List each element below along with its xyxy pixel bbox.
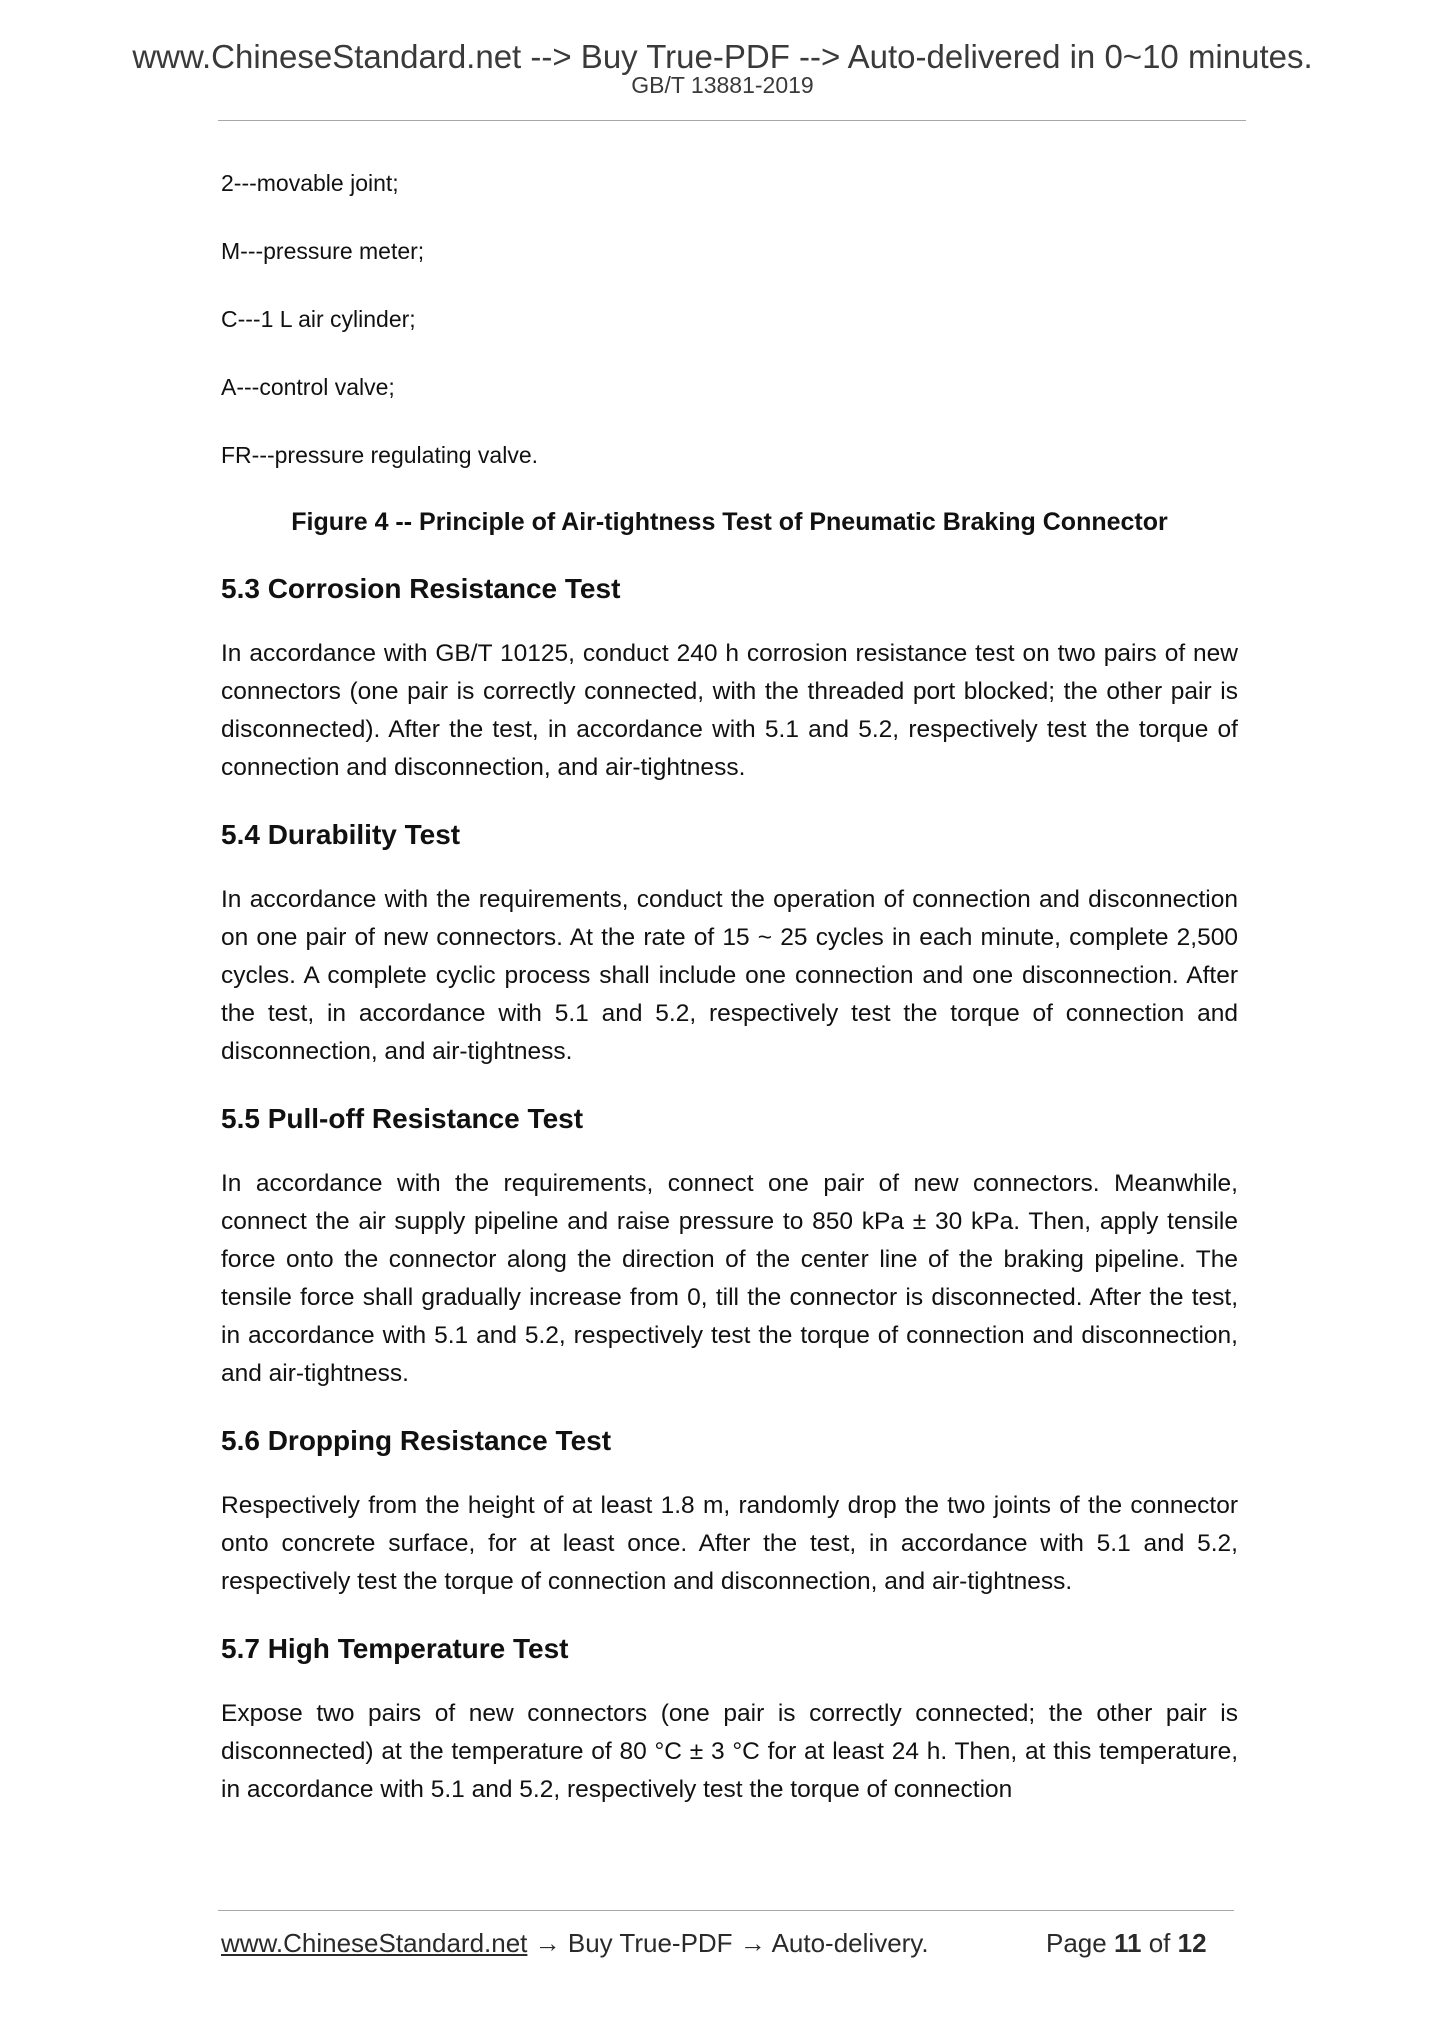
legend-item: C---1 L air cylinder; xyxy=(221,306,416,332)
section-title-5-4: 5.4 Durability Test xyxy=(221,819,461,850)
section-title-5-7: 5.7 High Temperature Test xyxy=(221,1633,569,1664)
section-body-5-4: In accordance with the requirements, conduct the operation of connection and disconnection on one pair of new connectors. At the rate of 15 ~ 25 cycles in each minute, complete 2,500 cycles. A complete cyclic process shall include one connection and one disconnection. After the test, in accordance with 5.1 and 5.2, respectively test the torque of connection and disconnection, and air-tightness. xyxy=(221,886,1238,1065)
legend-item: M---pressure meter; xyxy=(221,238,425,264)
section-title-5-5: 5.5 Pull-off Resistance Test xyxy=(221,1103,584,1134)
header-divider xyxy=(218,120,1246,121)
header-banner: www.ChineseStandard.net --> Buy True-PDF --> Auto-delivered in 0~10 minutes. xyxy=(132,38,1313,75)
footer-text xyxy=(221,1930,929,1956)
of-word: of xyxy=(1148,1928,1171,1958)
footer-divider xyxy=(218,1910,1234,1911)
section-body-5-7: Expose two pairs of new connectors (one pair is correctly connected; the other pair is disconnected) at the temperature of 80 °C ± 3 °C for at least 24 h. Then, at this temperature, in accordance with 5.1 and 5.2, respectively test the torque of connection xyxy=(221,1700,1238,1803)
legend-item: A---control valve; xyxy=(221,374,395,400)
section-body-5-3: In accordance with GB/T 10125, conduct 240 h corrosion resistance test on two pairs of new connectors (one pair is correctly connected, with the threaded port blocked; the other pair is disconnected). After the test, in accordance with 5.1 and 5.2, respectively test the torque of connection and disconnection, and air-tightness. xyxy=(221,640,1238,781)
page-content xyxy=(221,168,1238,1839)
page-number xyxy=(1046,1930,1207,1956)
page-current: 11 xyxy=(1113,1928,1142,1958)
page-total: 12 xyxy=(1177,1928,1207,1958)
section-title-5-3: 5.3 Corrosion Resistance Test xyxy=(221,573,621,604)
section-body-5-5: In accordance with the requirements, connect one pair of new connectors. Meanwhile, connect the air supply pipeline and raise pressure to 850 kPa ± 30 kPa. Then, apply tensile force onto the connector along the direction of the center line of the braking pipeline. The tensile force shall gradually increase from 0, till the connector is disconnected. After the test, in accordance with 5.1 and 5.2, respectively test the torque of connection and disconnection, and air-tightness. xyxy=(221,1170,1238,1387)
footer-tagline: → Buy True-PDF → Auto-delivery. xyxy=(527,1928,929,1958)
page-word: Page xyxy=(1046,1928,1107,1958)
figure-caption: Figure 4 -- Principle of Air-tightness Test of Pneumatic Braking Connector xyxy=(291,508,1168,536)
section-title-5-6: 5.6 Dropping Resistance Test xyxy=(221,1425,612,1456)
legend-item: 2---movable joint; xyxy=(221,170,399,196)
section-body-5-6: Respectively from the height of at least 1.8 m, randomly drop the two joints of the connector onto concrete surface, for at least once. After the test, in accordance with 5.1 and 5.2, respectively test the torque of connection and disconnection, and air-tightness. xyxy=(221,1492,1238,1595)
footer-website-link[interactable]: www.ChineseStandard.net xyxy=(221,1928,528,1958)
standard-number: GB/T 13881-2019 xyxy=(631,72,814,98)
legend-item: FR---pressure regulating valve. xyxy=(221,442,539,468)
